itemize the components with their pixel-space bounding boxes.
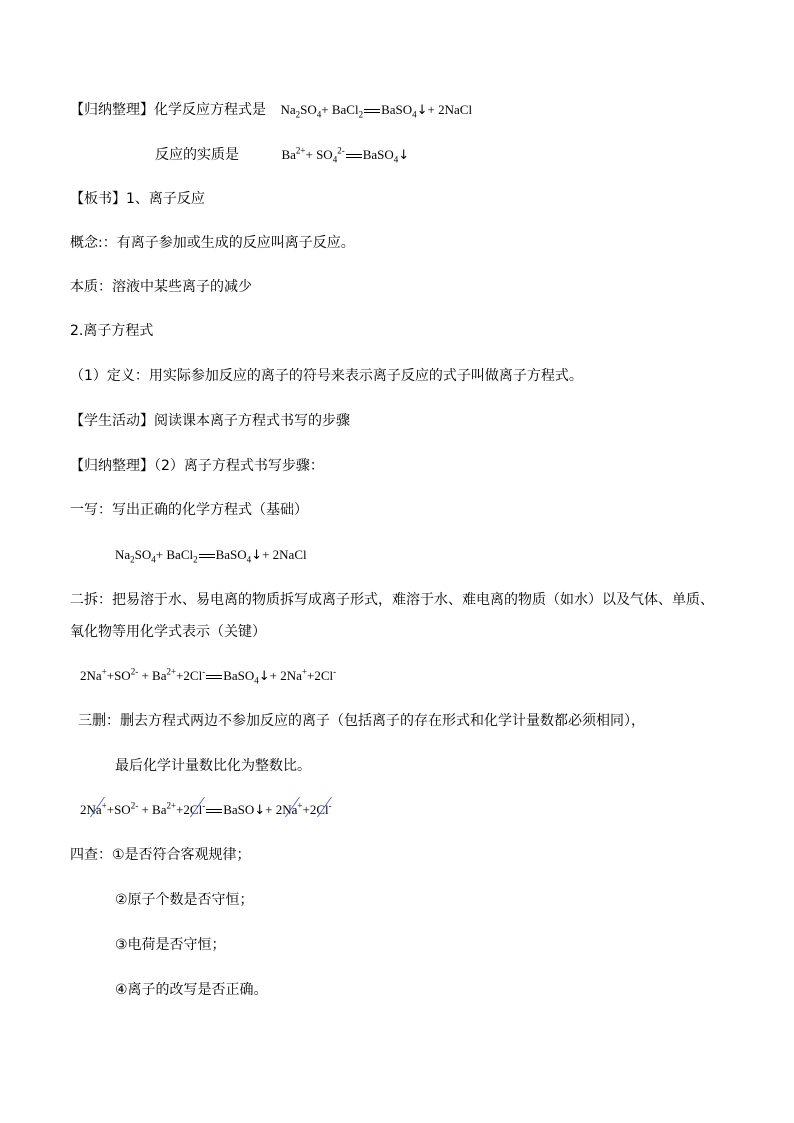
student-activity: 【学生活动】阅读课本离子方程式书写的步骤 <box>70 413 350 429</box>
equals-sign <box>346 154 362 158</box>
molecular-equation-repeat: $Na_2SO_4+$ BaCl$_2$ BaSO$_4$↓+ 2NaCl <box>115 547 307 565</box>
summary-steps-heading: 【归纳整理】（2）离子方程式书写步骤： <box>70 458 324 474</box>
reaction-equation-line <box>70 100 472 121</box>
step-delete-line1: 三删：删去方程式两边不参加反应的离子（包括离子的存在形式和化学计量数都必须相同）， <box>78 713 645 729</box>
step-split-line2: 氧化物等用化学式表示（关键） <box>70 624 266 640</box>
molecular-equation: $Na_2SO_4+$ BaCl$_2$ BaSO$_4$↓+ 2NaCl <box>280 102 473 120</box>
definition-text: （1）定义：用实际参加反应的离子的符号来表示离子反应的式子叫做离子方程式。 <box>70 368 583 384</box>
full-ionic-equation: $2Na^++SO^{2-} + Ba^{2+}+2Cl^-$ BaSO$_4$↓+ 2Na++2Cl- <box>80 666 337 686</box>
check-charge: ③电荷是否守恒； <box>115 937 226 953</box>
essence-label: 反应的实质是 <box>155 147 239 163</box>
strike-mark: + <box>297 800 302 820</box>
equals-sign <box>206 675 222 679</box>
step-delete-line2: 最后化学计量数比化为整数比。 <box>115 758 311 774</box>
equals-sign <box>199 554 215 558</box>
strike-mark: - <box>329 800 332 820</box>
step-split-line1: 二拆：把易溶于水、易电离的物质拆写成离子形式，难溶于水、难电离的物质（如水）以及气体、单质、 <box>70 592 714 608</box>
check-rewrite: ④离子的改写是否正确。 <box>115 982 268 998</box>
essence-equation: $Ba^{2+}+ SO_4^{2-}$ BaSO$_4$↓ <box>281 145 410 165</box>
reaction-essence-line <box>155 145 409 166</box>
summary-tag: 【归纳整理】 <box>70 102 154 118</box>
ionic-equation-title: 2.离子方程式 <box>70 323 154 339</box>
essence-text: 本质：溶液中某些离子的减少 <box>70 279 252 295</box>
board-heading: 【板书】1、离子反应 <box>70 191 205 207</box>
strike-mark: - <box>202 800 205 820</box>
equals-sign <box>364 109 380 113</box>
step-check: 四查：①是否符合客观规律； <box>70 847 251 863</box>
summary-label: 化学反应方程式是 <box>154 102 266 118</box>
concept-text: 概念:：有离子参加或生成的反应叫离子反应。 <box>70 235 355 251</box>
strike-mark: + <box>102 800 107 820</box>
struck-ionic-equation: $2Na^++SO^{2-} + Ba^{2+}+2Cl^-$ BaSO↓+ 2Na++2Cl- <box>80 800 332 818</box>
step-write: 一写：写出正确的化学方程式（基础） <box>70 502 308 518</box>
check-atoms: ②原子个数是否守恒； <box>115 892 254 908</box>
